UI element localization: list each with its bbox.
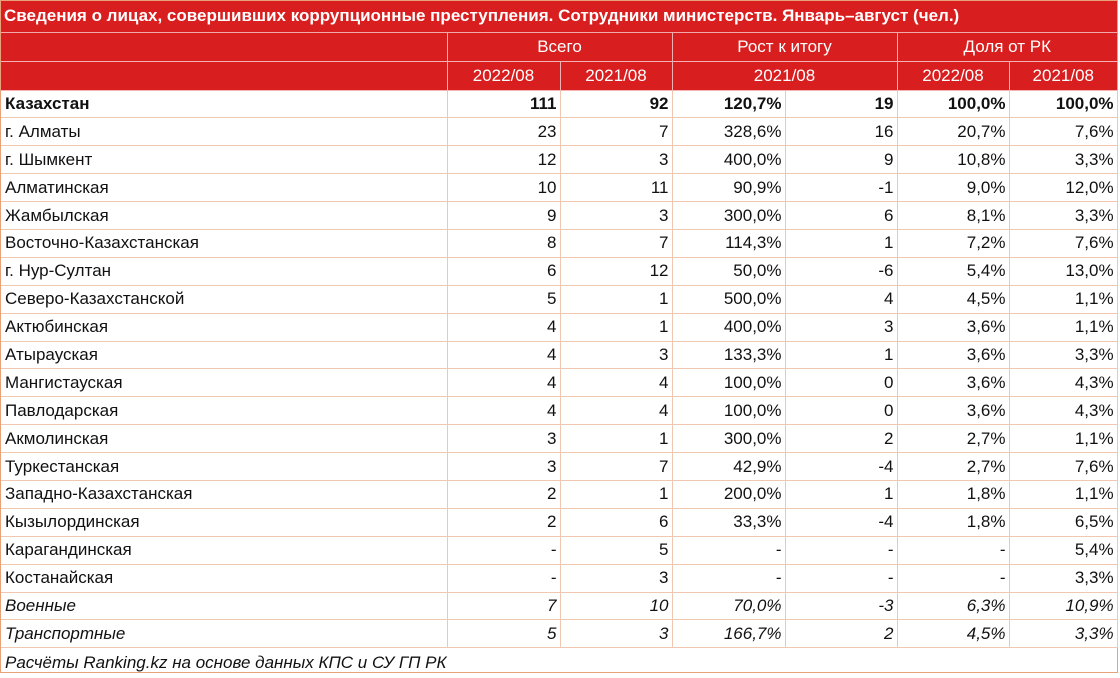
share-2022: - — [897, 564, 1009, 592]
value-2022: 111 — [447, 90, 560, 118]
growth-percent: 100,0% — [672, 369, 785, 397]
growth-percent: - — [672, 564, 785, 592]
growth-absolute: 1 — [785, 341, 897, 369]
value-2021: 7 — [560, 118, 672, 146]
region-name: Кызылординская — [1, 508, 447, 536]
header-blank-2 — [1, 61, 447, 90]
region-name: г. Шымкент — [1, 146, 447, 174]
share-2022: 2,7% — [897, 453, 1009, 481]
value-2022: 6 — [447, 257, 560, 285]
header-blank — [1, 32, 447, 61]
growth-absolute: 2 — [785, 425, 897, 453]
header-share: Доля от РК — [897, 32, 1117, 61]
share-2021: 7,6% — [1009, 229, 1117, 257]
share-2021: 12,0% — [1009, 174, 1117, 202]
share-2022: 100,0% — [897, 90, 1009, 118]
share-2021: 1,1% — [1009, 313, 1117, 341]
growth-absolute: -6 — [785, 257, 897, 285]
growth-absolute: - — [785, 536, 897, 564]
table-row — [1, 229, 1117, 257]
value-2021: 3 — [560, 202, 672, 230]
share-2021: 1,1% — [1009, 285, 1117, 313]
region-name: г. Алматы — [1, 118, 447, 146]
region-name: Казахстан — [1, 90, 447, 118]
share-2022: 8,1% — [897, 202, 1009, 230]
growth-absolute: 6 — [785, 202, 897, 230]
value-2022: 4 — [447, 313, 560, 341]
value-2021: 3 — [560, 564, 672, 592]
share-2021: 1,1% — [1009, 480, 1117, 508]
region-name: Алматинская — [1, 174, 447, 202]
value-2021: 3 — [560, 341, 672, 369]
growth-percent: 42,9% — [672, 453, 785, 481]
region-name: Туркестанская — [1, 453, 447, 481]
value-2022: 2 — [447, 480, 560, 508]
region-name: Жамбылская — [1, 202, 447, 230]
table-row — [1, 620, 1117, 648]
value-2021: 1 — [560, 480, 672, 508]
region-name: Павлодарская — [1, 397, 447, 425]
value-2021: 7 — [560, 229, 672, 257]
share-2022: 1,8% — [897, 508, 1009, 536]
header-row-periods — [1, 61, 1117, 90]
growth-absolute: 1 — [785, 229, 897, 257]
table-title: Сведения о лицах, совершивших коррупционные преступления. Сотрудники министерств. Январь–август (чел.) — [1, 1, 1117, 32]
share-2022: 1,8% — [897, 480, 1009, 508]
growth-percent: 200,0% — [672, 480, 785, 508]
table-row — [1, 425, 1117, 453]
share-2021: 4,3% — [1009, 369, 1117, 397]
share-2021: 4,3% — [1009, 397, 1117, 425]
growth-percent: 300,0% — [672, 425, 785, 453]
value-2022: 7 — [447, 592, 560, 620]
table-row — [1, 146, 1117, 174]
share-2022: 10,8% — [897, 146, 1009, 174]
value-2021: 10 — [560, 592, 672, 620]
growth-percent: 300,0% — [672, 202, 785, 230]
growth-percent: 33,3% — [672, 508, 785, 536]
table-row — [1, 564, 1117, 592]
value-2021: 5 — [560, 536, 672, 564]
share-2021: 1,1% — [1009, 425, 1117, 453]
growth-absolute: 16 — [785, 118, 897, 146]
growth-percent: 70,0% — [672, 592, 785, 620]
share-2022: 3,6% — [897, 369, 1009, 397]
growth-absolute: 1 — [785, 480, 897, 508]
region-name: Северо-Казахстанской — [1, 285, 447, 313]
share-2022: 5,4% — [897, 257, 1009, 285]
share-2022: - — [897, 536, 1009, 564]
share-2022: 3,6% — [897, 341, 1009, 369]
growth-percent: 166,7% — [672, 620, 785, 648]
share-2022: 3,6% — [897, 397, 1009, 425]
share-2021: 5,4% — [1009, 536, 1117, 564]
share-2021: 6,5% — [1009, 508, 1117, 536]
table-row — [1, 536, 1117, 564]
growth-percent: 114,3% — [672, 229, 785, 257]
table-row — [1, 508, 1117, 536]
value-2021: 12 — [560, 257, 672, 285]
value-2022: 3 — [447, 425, 560, 453]
value-2021: 3 — [560, 620, 672, 648]
region-name: Восточно-Казахстанская — [1, 229, 447, 257]
value-2021: 1 — [560, 285, 672, 313]
value-2022: 12 — [447, 146, 560, 174]
growth-absolute: 2 — [785, 620, 897, 648]
value-2022: 5 — [447, 620, 560, 648]
table-row — [1, 118, 1117, 146]
growth-absolute: 4 — [785, 285, 897, 313]
value-2022: 9 — [447, 202, 560, 230]
table-row — [1, 202, 1117, 230]
title-row — [1, 1, 1117, 32]
share-2022: 20,7% — [897, 118, 1009, 146]
share-2022: 2,7% — [897, 425, 1009, 453]
source-row — [1, 648, 1117, 678]
region-name: г. Нур-Султан — [1, 257, 447, 285]
growth-percent: 400,0% — [672, 146, 785, 174]
value-2021: 1 — [560, 425, 672, 453]
header-growth: Рост к итогу — [672, 32, 897, 61]
growth-absolute: - — [785, 564, 897, 592]
share-2021: 3,3% — [1009, 202, 1117, 230]
share-2022: 3,6% — [897, 313, 1009, 341]
value-2022: 4 — [447, 369, 560, 397]
share-2022: 7,2% — [897, 229, 1009, 257]
share-2022: 4,5% — [897, 285, 1009, 313]
value-2022: 3 — [447, 453, 560, 481]
table-row — [1, 453, 1117, 481]
share-2021: 100,0% — [1009, 90, 1117, 118]
growth-absolute: -3 — [785, 592, 897, 620]
value-2022: 23 — [447, 118, 560, 146]
region-name: Атырауская — [1, 341, 447, 369]
region-name: Военные — [1, 592, 447, 620]
growth-absolute: 9 — [785, 146, 897, 174]
growth-percent: 500,0% — [672, 285, 785, 313]
value-2021: 1 — [560, 313, 672, 341]
share-2021: 7,6% — [1009, 118, 1117, 146]
region-name: Акмолинская — [1, 425, 447, 453]
value-2022: - — [447, 564, 560, 592]
table-body — [1, 90, 1117, 648]
share-2022: 4,5% — [897, 620, 1009, 648]
value-2021: 6 — [560, 508, 672, 536]
growth-absolute: 3 — [785, 313, 897, 341]
growth-percent: 133,3% — [672, 341, 785, 369]
table-row — [1, 592, 1117, 620]
value-2022: 4 — [447, 341, 560, 369]
table-row — [1, 285, 1117, 313]
region-name: Актюбинская — [1, 313, 447, 341]
table-row — [1, 397, 1117, 425]
share-2021: 7,6% — [1009, 453, 1117, 481]
header-row-groups — [1, 32, 1117, 61]
corruption-table — [1, 1, 1118, 678]
share-2021: 13,0% — [1009, 257, 1117, 285]
header-total-2021: 2021/08 — [560, 61, 672, 90]
growth-absolute: -4 — [785, 453, 897, 481]
growth-absolute: 0 — [785, 369, 897, 397]
table-row — [1, 257, 1117, 285]
table-row — [1, 90, 1117, 118]
growth-percent: 90,9% — [672, 174, 785, 202]
header-growth-2021: 2021/08 — [672, 61, 897, 90]
table-row — [1, 369, 1117, 397]
value-2021: 92 — [560, 90, 672, 118]
growth-percent: 328,6% — [672, 118, 785, 146]
region-name: Мангистауская — [1, 369, 447, 397]
region-name: Западно-Казахстанская — [1, 480, 447, 508]
header-share-2021: 2021/08 — [1009, 61, 1117, 90]
region-name: Карагандинская — [1, 536, 447, 564]
growth-absolute: -4 — [785, 508, 897, 536]
growth-percent: 400,0% — [672, 313, 785, 341]
growth-percent: 100,0% — [672, 397, 785, 425]
value-2021: 3 — [560, 146, 672, 174]
value-2022: 8 — [447, 229, 560, 257]
growth-percent: 120,7% — [672, 90, 785, 118]
growth-absolute: -1 — [785, 174, 897, 202]
share-2021: 3,3% — [1009, 564, 1117, 592]
value-2021: 7 — [560, 453, 672, 481]
region-name: Транспортные — [1, 620, 447, 648]
value-2021: 4 — [560, 397, 672, 425]
value-2021: 11 — [560, 174, 672, 202]
growth-percent: - — [672, 536, 785, 564]
share-2022: 9,0% — [897, 174, 1009, 202]
header-share-2022: 2022/08 — [897, 61, 1009, 90]
value-2022: - — [447, 536, 560, 564]
share-2022: 6,3% — [897, 592, 1009, 620]
value-2021: 4 — [560, 369, 672, 397]
share-2021: 3,3% — [1009, 341, 1117, 369]
header-total: Всего — [447, 32, 672, 61]
table-row — [1, 480, 1117, 508]
growth-absolute: 0 — [785, 397, 897, 425]
value-2022: 2 — [447, 508, 560, 536]
share-2021: 3,3% — [1009, 146, 1117, 174]
share-2021: 3,3% — [1009, 620, 1117, 648]
value-2022: 10 — [447, 174, 560, 202]
table-row — [1, 174, 1117, 202]
growth-percent: 50,0% — [672, 257, 785, 285]
value-2022: 4 — [447, 397, 560, 425]
table-row — [1, 313, 1117, 341]
source-note: Расчёты Ranking.kz на основе данных КПС и СУ ГП РК — [5, 653, 447, 673]
region-name: Костанайская — [1, 564, 447, 592]
table-row — [1, 341, 1117, 369]
growth-absolute: 19 — [785, 90, 897, 118]
share-2021: 10,9% — [1009, 592, 1117, 620]
header-total-2022: 2022/08 — [447, 61, 560, 90]
value-2022: 5 — [447, 285, 560, 313]
